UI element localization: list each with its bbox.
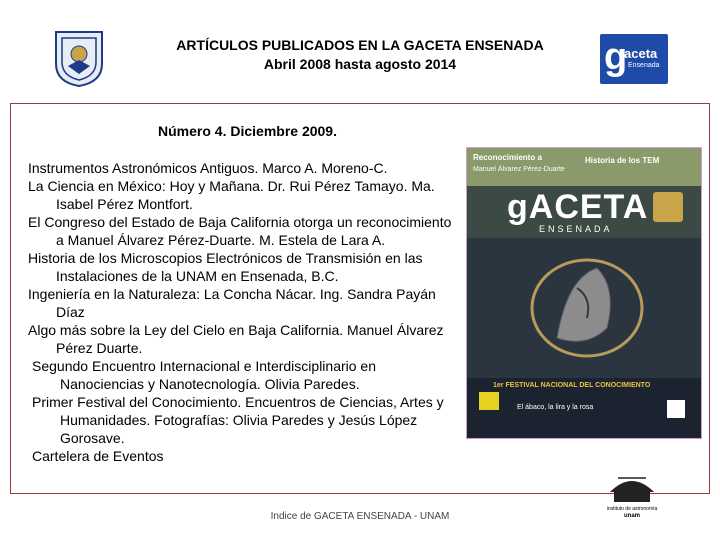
article-item: Algo más sobre la Ley del Cielo en Baja California. Manuel Álvarez Pérez Duarte. (28, 322, 444, 356)
gaceta-ensenada-logo (600, 34, 668, 84)
cover-top-left-line2: Manuel Álvarez Pérez-Duarte (473, 166, 565, 173)
cover-badge-icon (479, 392, 499, 410)
footer-logo-line2: unam (623, 513, 641, 518)
article-item: Instrumentos Astronómicos Antiguos. Marco A. Moreno-C. (28, 160, 388, 176)
article-item: La Ciencia en México: Hoy y Mañana. Dr. Rui Pérez Tamayo. Ma. Isabel Pérez Montfort. (28, 178, 435, 212)
cover-bottom-line1: 1er FESTIVAL NACIONAL DEL CONOCIMIENTO (493, 382, 651, 389)
page-title-line2: Abril 2008 hasta agosto 2014 (263, 56, 457, 72)
article-item: Historia de los Microscopios Electrónicos de Transmisión en las Instalaciones de la UNAM en Ensenada, B.C. (28, 250, 423, 284)
magazine-cover (466, 147, 702, 439)
gaceta-logo-word: aceta (624, 46, 658, 61)
gaceta-logo-letter: g (604, 36, 628, 78)
page-title (150, 36, 570, 74)
cover-masthead-title: gACETA (507, 188, 649, 226)
page-title-line1: ARTÍCULOS PUBLICADOS EN LA GACETA ENSENADA (176, 37, 544, 53)
gaceta-logo-sub: Ensenada (628, 62, 660, 69)
cover-seal-icon (653, 192, 683, 222)
cover-top-right: Historia de los TEM (585, 156, 660, 165)
article-item: El Congreso del Estado de Baja California otorga un reconocimiento a Manuel Álvarez Pérez-Duarte. M. Estela de Lara A. (28, 214, 452, 248)
article-item: Ingeniería en la Naturaleza: La Concha Nácar. Ing. Sandra Payán Díaz (28, 286, 436, 320)
cover-masthead-sub: ENSENADA (539, 224, 613, 234)
cover-sculpture-image (517, 248, 657, 368)
article-item: Cartelera de Eventos (32, 448, 164, 464)
issue-heading: Número 4. Diciembre 2009. (158, 123, 337, 139)
unam-crest-logo (52, 30, 106, 88)
cover-bottom-line2: El ábaco, la lira y la rosa (517, 404, 594, 411)
article-list (28, 159, 458, 465)
cover-bottom-band (467, 378, 701, 438)
article-item: Primer Festival del Conocimiento. Encuentros de Ciencias, Artes y Humanidades. Fotografías: Olivia Paredes y Jesús López Gorosave. (32, 394, 444, 446)
footer-logo-line1: instituto de astronomía (606, 506, 658, 512)
cover-topbar (467, 148, 701, 186)
cover-small-logo-icon (667, 400, 685, 418)
cover-top-left-line1: Reconocimiento a (473, 153, 542, 162)
footer-text: Indice de GACETA ENSENADA - UNAM (270, 511, 450, 522)
article-item: Segundo Encuentro Internacional e Interdisciplinario en Nanociencias y Nanotecnología. Olivia Paredes. (32, 358, 377, 392)
